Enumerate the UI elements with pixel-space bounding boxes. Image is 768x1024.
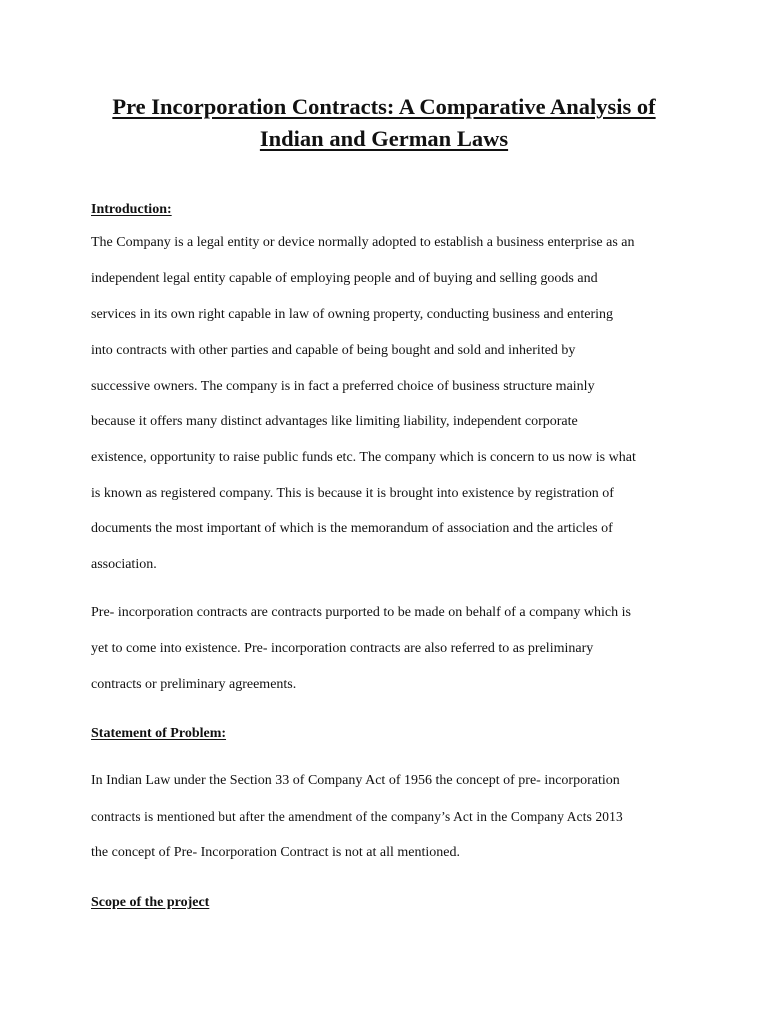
paragraph-line: Pre- incorporation contracts are contracts purported to be made on behalf of a company which is [91, 605, 631, 620]
introduction-heading: Introduction: [91, 202, 172, 217]
paragraph-line: services in its own right capable in law of owning property, conducting business and entering [91, 307, 614, 322]
paragraph-line: because it offers many distinct advantages like limiting liability, independent corporate [91, 414, 578, 429]
paragraph-line: yet to come into existence. Pre- incorporation contracts are also referred to as preliminary [91, 641, 594, 656]
paragraph-line: The Company is a legal entity or device normally adopted to establish a business enterprise as an [91, 235, 635, 250]
paragraph-line: contracts or preliminary agreements. [91, 677, 297, 692]
paragraph-line: is known as registered company. This is because it is brought into existence by registration of [91, 486, 614, 501]
paragraph-line: existence, opportunity to raise public funds etc. The company which is concern to us now is what [91, 450, 636, 465]
paragraph-line: association. [91, 557, 157, 572]
scope-heading: Scope of the project [91, 895, 210, 910]
paragraph-line: In Indian Law under the Section 33 of Company Act of 1956 the concept of pre- incorporation [91, 773, 620, 788]
paragraph-line: successive owners. The company is in fact a preferred choice of business structure mainly [91, 379, 595, 394]
document-title-line-2: Indian and German Laws [259, 126, 509, 151]
paragraph-line: the concept of Pre- Incorporation Contract is not at all mentioned. [91, 845, 460, 860]
statement-of-problem-heading: Statement of Problem: [91, 726, 227, 741]
paragraph-line: into contracts with other parties and capable of being bought and sold and inherited by [91, 343, 576, 358]
paragraph-line: documents the most important of which is the memorandum of association and the articles of [91, 521, 613, 536]
paragraph-line: independent legal entity capable of employing people and of buying and selling goods and [91, 271, 598, 286]
document-title-line-1: Pre Incorporation Contracts: A Comparative Analysis of [112, 94, 656, 119]
paragraph-line: contracts is mentioned but after the amendment of the company’s Act in the Company Acts 2013 [91, 809, 623, 824]
